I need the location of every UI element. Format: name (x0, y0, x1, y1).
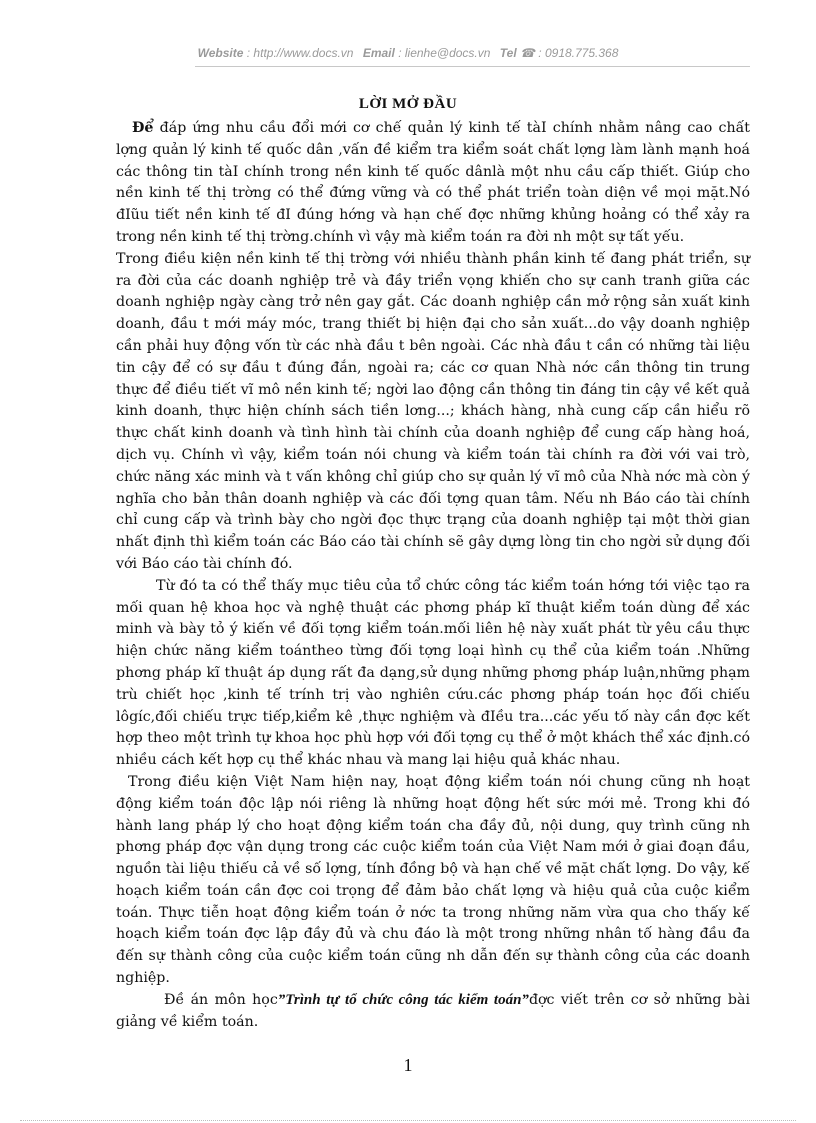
email-value[interactable]: : lienhe@docs.vn (398, 46, 491, 60)
page-header (0, 46, 816, 60)
paragraph-4: Trong điều kiện Việt Nam hiện nay, hoạt động kiểm toán nói chung cũng nh hoạt động kiểm toán độc lập nói riêng là những hoạt động hết sức mới mẻ. Trong khi đó hành lang pháp lý cho hoạt động kiểm toán cha đầy đủ, nội dung, quy trình cũng nh phơng pháp đợc vận dụng trong các cuộc kiểm toán của Việt Nam mới ở giai đoạn đầu, nguồn tài liệu thiếu cả về số lợng, tính đồng bộ và hạn chế về mặt chất lợng. Do vậy, kế hoạch kiểm toán cần đợc coi trọng để đảm bảo chất lợng và hiệu quả của cuộc kiểm toán. Thực tiễn hoạt động kiểm toán ở nớc ta trong những năm vừa qua cho thấy kế hoạch kiểm toán đợc lập đầy đủ và chu đáo là một trong những nhân tố hàng đầu đa đến sự thành công của cuộc kiểm toán cũng nh dẫn đến sự thành công của các doanh nghiệp. (116, 773, 750, 987)
document-title: LỜI MỞ ĐẦU (358, 96, 458, 112)
paragraph-1 (116, 118, 750, 249)
paragraph-1-text: đáp ứng nhu cầu đổi mới cơ chế quản lý kinh tế tàI chính nhằm nâng cao chất lợng quản lý kinh tế quốc dân ,vấn đề kiểm tra kiểm soát chất lợng làm lành mạnh hoá các thông tin tàI chính trong nền kinh tế quốc dânlà một nhu cầu cấp thiết. Giúp cho nền kinh tế thị trờng có thể đứng vững và có thể phát triển toàn diện về mọi mặt.Nó đIũu tiết nền kinh tế đI đúng hớng và hạn chế đợc những khủng hoảng có thể xảy ra trong nền kinh tế thị trờng.chính vì vậy mà kiểm toán ra đời nh một sự tất yếu. (116, 120, 750, 245)
paragraph-5-text: đợc viết trên cơ sở những bài giảng về kiểm toán. (116, 991, 750, 1030)
page-number: 1 (403, 1055, 413, 1075)
footer-divider (20, 1120, 796, 1121)
header-divider (195, 66, 750, 67)
document-body (116, 118, 750, 1033)
paragraph-2: Trong điều kiện nền kinh tế thị trờng với nhiều thành phần kinh tế đang phát triển, sự ra đời của các doanh nghiệp trẻ và đầy triển vọng khiến cho sự canh tranh giữa các doanh nghiệp ngày càng trở nên gay gắt. Các doanh nghiệp cần mở rộng sản xuất kinh doanh, đầu t mới máy móc, trang thiết bị hiện đại cho sản xuất...do vậy doanh nghiệp cần phải huy động vốn từ các nhà đầu t bên ngoài. Các nhà đầu t cần có những tài liệu tin cậy để có sự đầu t đúng đắn, ngoài ra; các cơ quan Nhà nớc cần thông tin trung thực để điều tiết vĩ mô nền kinh tế; ngời lao động cần thông tin đáng tin cậy về kết quả kinh doanh, thực hiện chính sách tiền lơng...; khách hàng, nhà cung cấp cần hiểu rõ thực chất kinh doanh và tình hình tài chính của doanh nghiệp để cung cấp hàng hoá, dịch vụ. Chính vì vậy, kiểm toán nói chung và kiểm toán tài chính ra đời với vai trò, chức năng xác minh và t vấn không chỉ giúp cho sự quản lý vĩ mô của Nhà nớc mà còn ý nghĩa cho bản thân doanh nghiệp và các đối tợng quan tâm. Nếu nh Báo cáo tài chính chỉ cung cấp và trình bày cho ngời đọc thực trạng của doanh nghiệp tại một thời gian nhất định thì kiểm toán các Báo cáo tài chính sẽ gây dựng lòng tin cho ngời sử dụng đối với Báo cáo tài chính đó. (116, 250, 750, 572)
tel-value: ☎ : 0918.775.368 (520, 46, 619, 60)
paragraph-1-lead: Để (132, 120, 154, 136)
project-title: ”Trình tự tổ chức công tác kiểm toán” (277, 991, 529, 1008)
email-label: Email (362, 46, 395, 60)
paragraph-3: Từ đó ta có thể thấy mục tiêu của tổ chức công tác kiểm toán hớng tới việc tạo ra mối quan hệ khoa học và nghệ thuật các phơng pháp kĩ thuật kiểm toán dùng để xác minh và bày tỏ ý kiến về đối tợng kiểm toán.mối liên hệ này xuất phát từ yêu cầu thực hiện chức năng kiểm toántheo từng đối tợng loại hình cụ thể của kiểm toán .Những phơng pháp kĩ thuật áp dụng rất đa dạng,sử dụng những phơng pháp luận,những phạm trù chiết học ,kinh tế trính trị vào nghiên cứu.các phơng pháp toán học đối chiếu lôgíc,đối chiếu trực tiếp,kiểm kê ,thực nghiệm và đIều tra...các yếu tố này cần đợc kết hợp theo một trình tự khoa học phù hợp với đối tợng cụ thể ở một khách thể xác định.có nhiều cách kết hợp cụ thể khác nhau và mang lại hiệu quả khác nhau. (116, 577, 750, 769)
paragraph-5-intro: Đề án môn học (164, 991, 278, 1008)
website-label: Website (197, 46, 244, 60)
paragraph-5 (116, 990, 750, 1034)
tel-label: Tel (499, 46, 517, 60)
website-value[interactable]: : http://www.docs.vn (246, 46, 354, 60)
